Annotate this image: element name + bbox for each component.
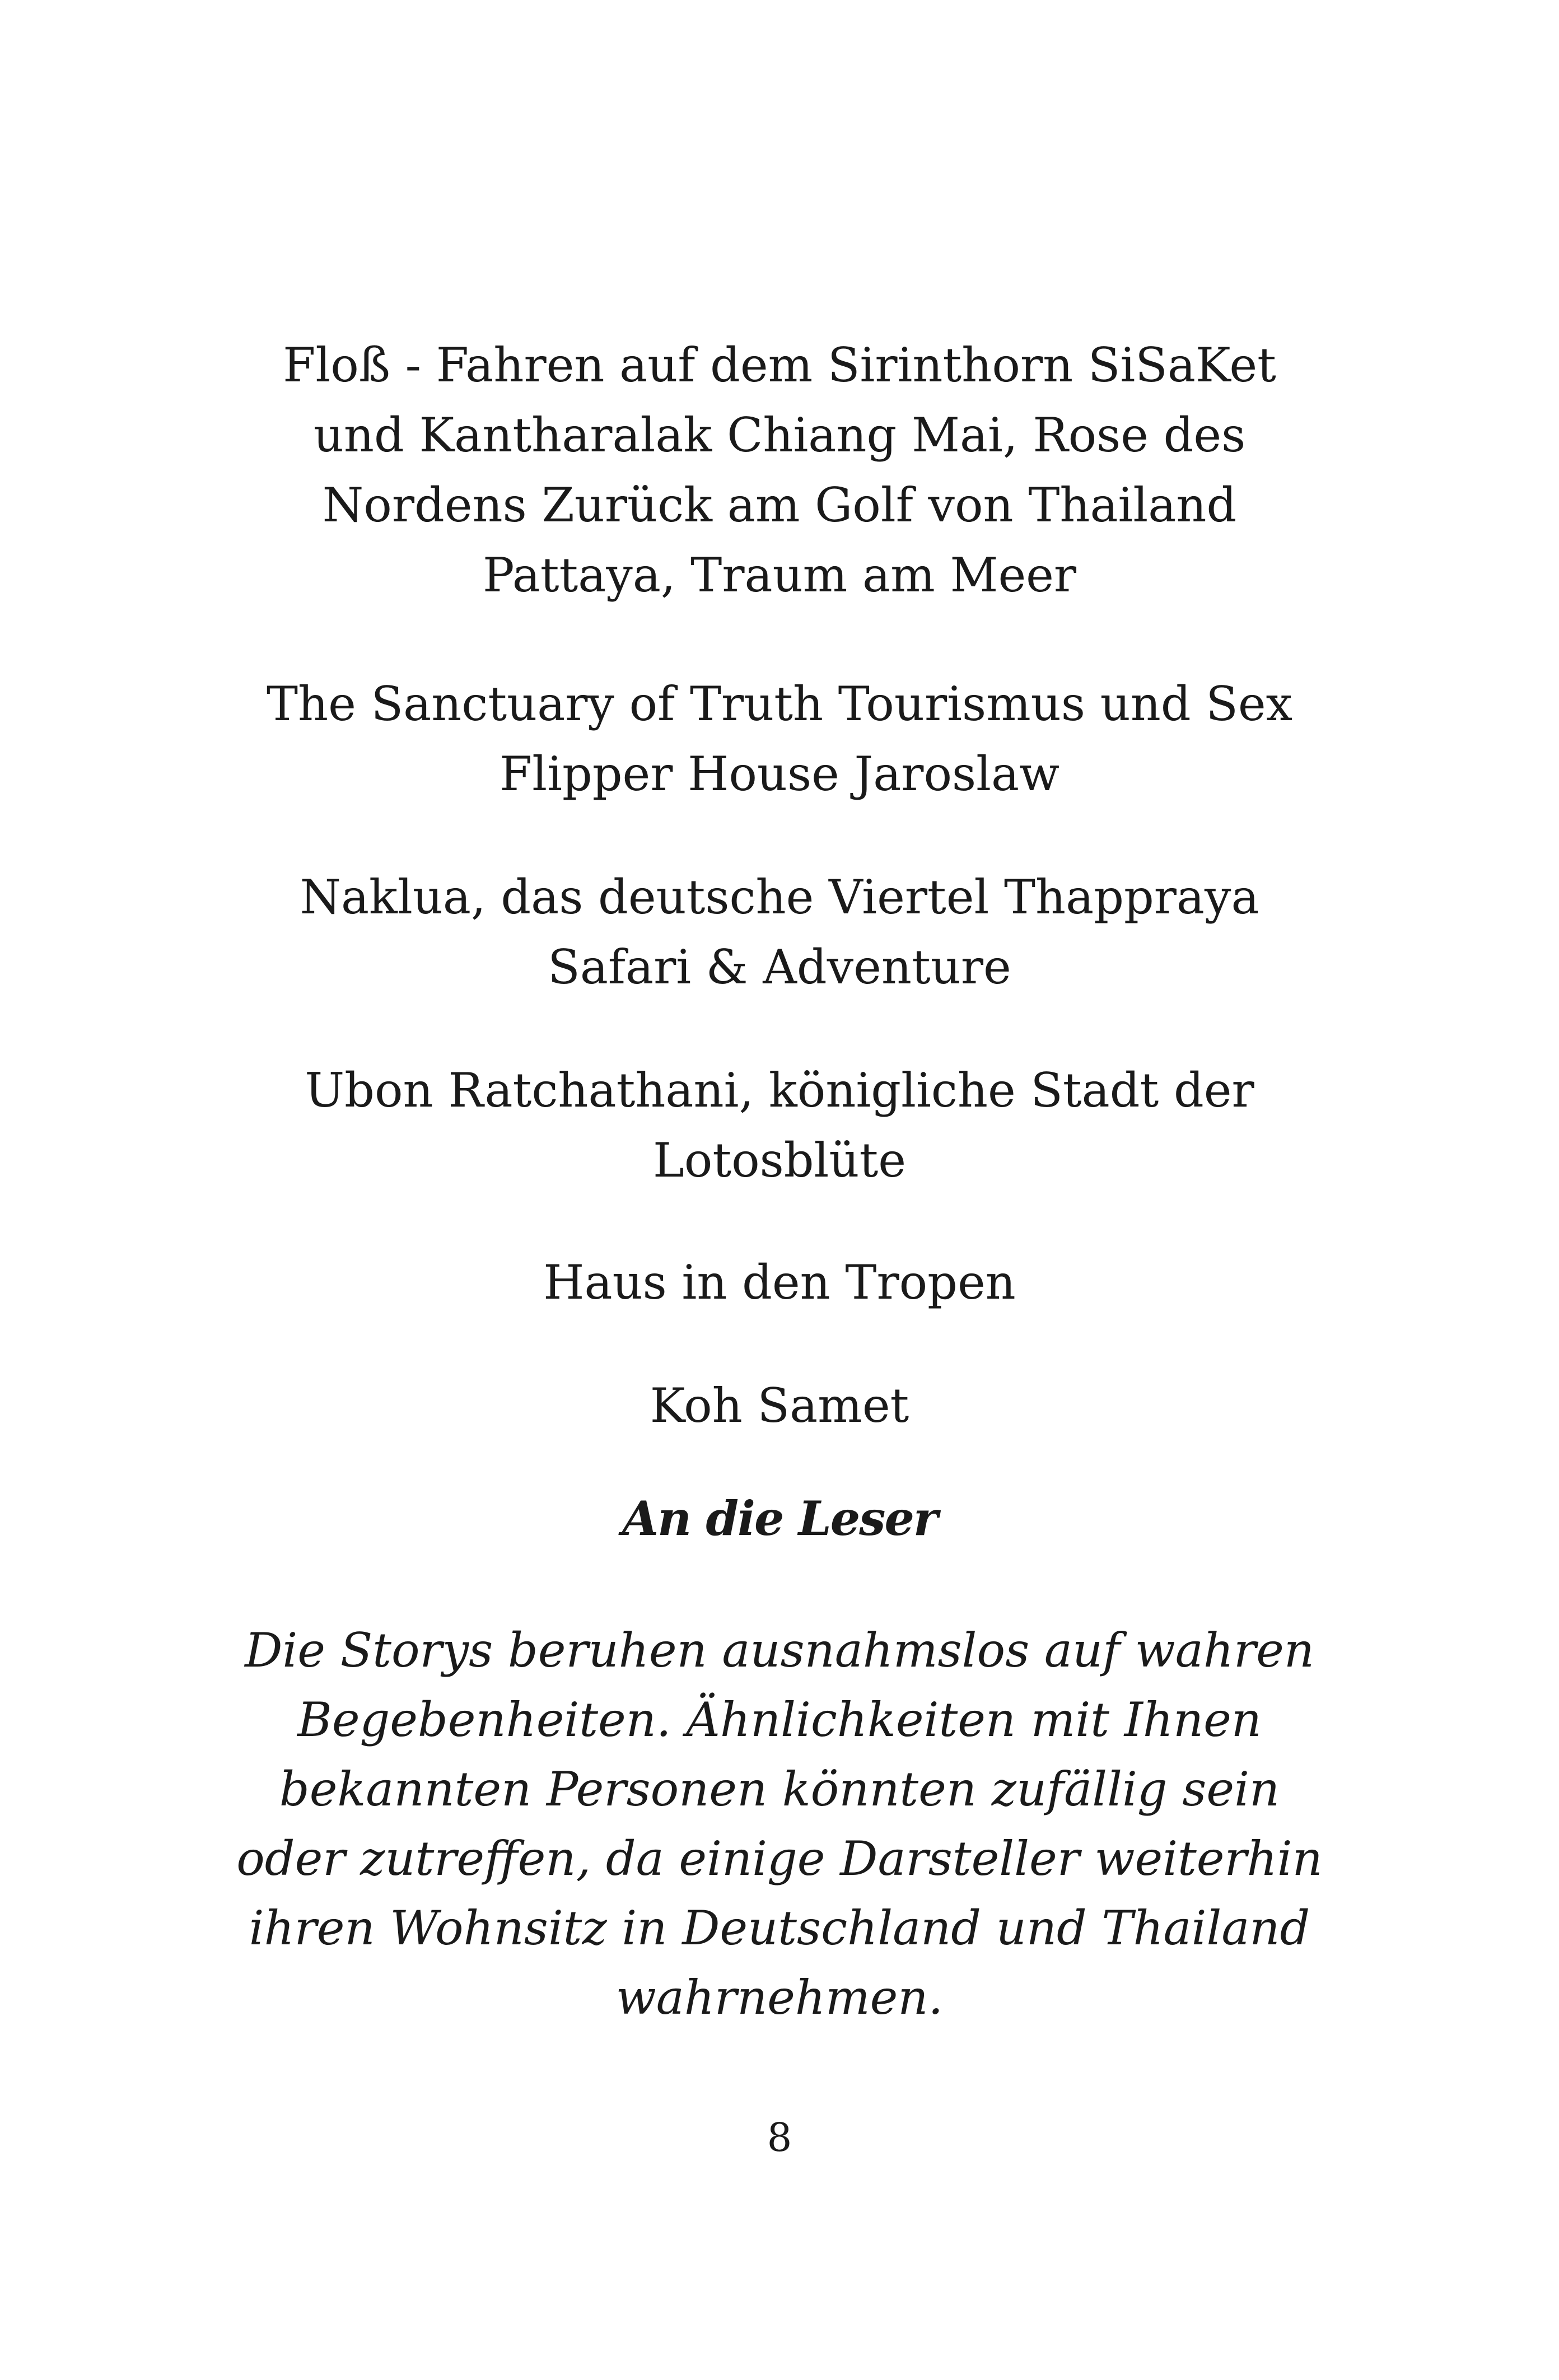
toc-line: Pattaya, Traum am Meer bbox=[482, 548, 1077, 603]
toc-entry-naklua bbox=[224, 862, 1335, 1002]
toc-entry-koh-samet bbox=[224, 1371, 1335, 1441]
toc-entry-haus-in-den-tropen bbox=[224, 1248, 1335, 1318]
reader-note-line: Begebenheiten. Ähnlichkeiten mit Ihnen bbox=[297, 1692, 1262, 1747]
toc-entry-sanctuary-of-truth bbox=[224, 669, 1335, 809]
reader-note-line: ihren Wohnsitz in Deutschland und Thailand bbox=[249, 1901, 1310, 1956]
page-number: 8 bbox=[767, 2115, 792, 2160]
reader-note-line: wahrnehmen. bbox=[615, 1970, 944, 2025]
toc-line: Safari & Adventure bbox=[548, 940, 1011, 995]
toc-line: Floß - Fahren auf dem Sirinthorn SiSaKet bbox=[283, 338, 1276, 393]
toc-entry-ubon-ratchathani bbox=[224, 1056, 1335, 1196]
reader-note-text bbox=[224, 1616, 1335, 2032]
toc-line: Lotosblüte bbox=[653, 1133, 906, 1188]
toc-line: Flipper House Jaroslaw bbox=[499, 746, 1059, 801]
toc-entry-floss-fahren bbox=[224, 330, 1335, 610]
toc-line: Ubon Ratchathani, königliche Stadt der bbox=[305, 1063, 1254, 1118]
toc-line: Nordens Zurück am Golf von Thailand bbox=[322, 478, 1237, 533]
toc-line: Koh Samet bbox=[650, 1378, 909, 1433]
reader-note-line: Die Storys beruhen ausnahmslos auf wahren bbox=[245, 1623, 1314, 1678]
toc-line: The Sanctuary of Truth Tourismus und Sex bbox=[267, 676, 1292, 731]
toc-line: Naklua, das deutsche Viertel Thappraya bbox=[300, 870, 1259, 925]
toc-line: und Kantharalak Chiang Mai, Rose des bbox=[313, 408, 1246, 463]
reader-note-heading: An die Leser bbox=[622, 1491, 937, 1546]
toc-line: Haus in den Tropen bbox=[543, 1255, 1016, 1310]
reader-note-line: oder zutreffen, da einige Darsteller weiterhin bbox=[236, 1831, 1323, 1886]
reader-note-line: bekannten Personen könnten zufällig sein bbox=[279, 1762, 1280, 1817]
